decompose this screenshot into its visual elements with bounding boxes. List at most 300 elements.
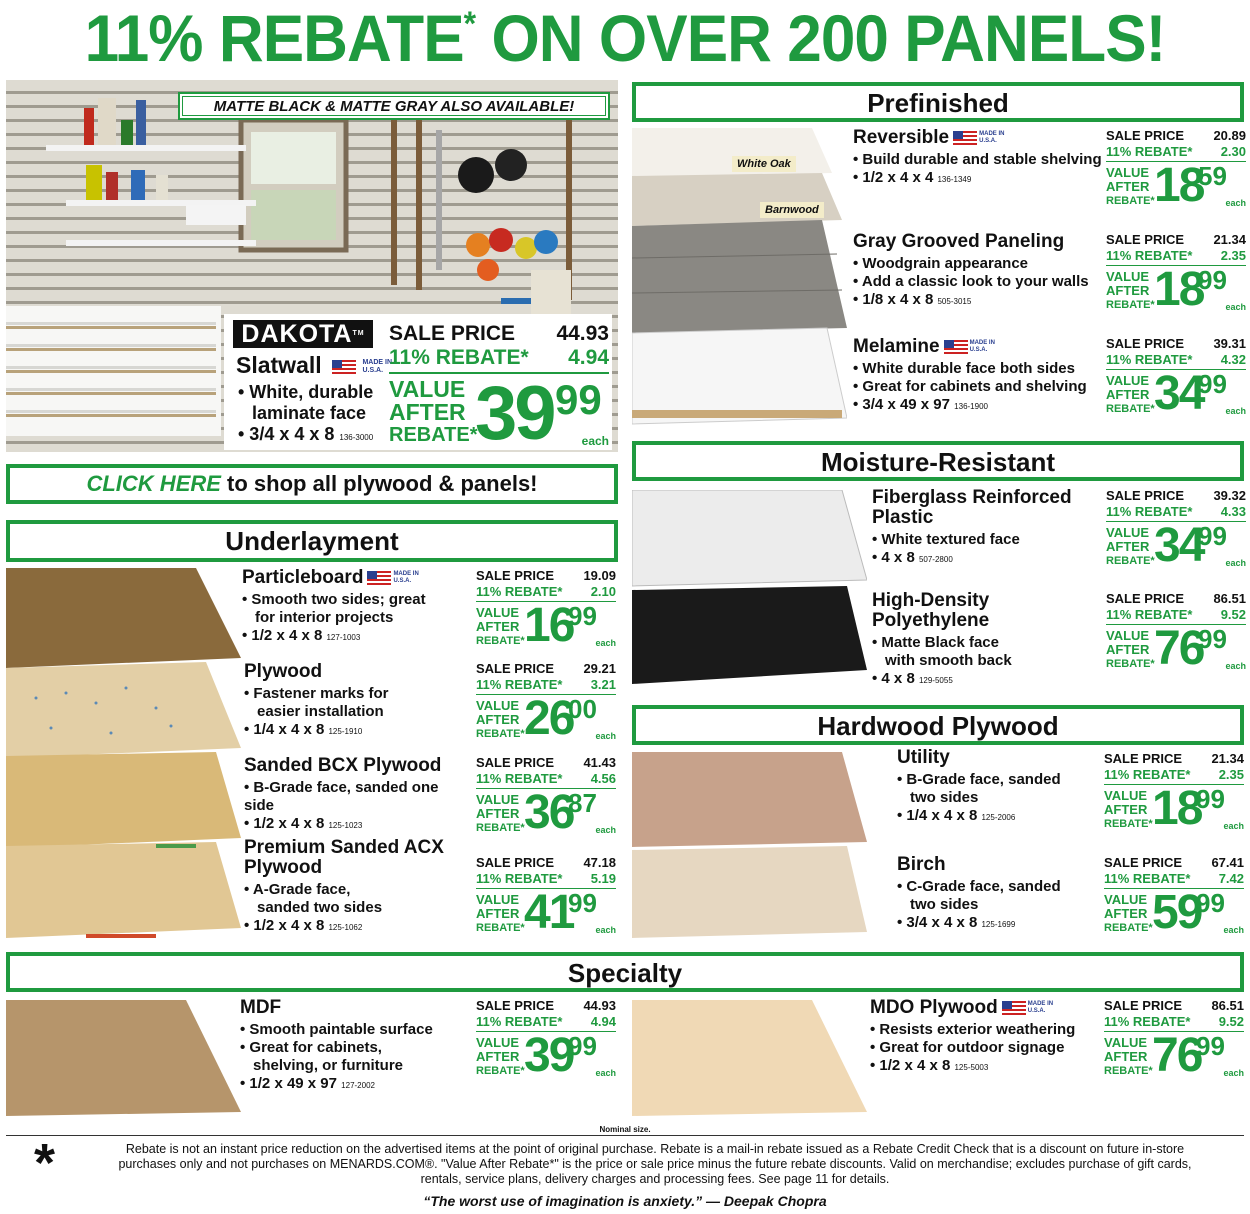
value-after-rebate-label [476,1036,525,1078]
each-label: each [1225,406,1246,416]
rebate-label: 11% REBATE* [1106,504,1193,519]
section-moisture-resistant: Moisture-Resistant [632,441,1244,481]
disclaimer-line-2: purchases only and not purchases on MENARDS.COM®. "Value After Rebate*" is the price or sale price minus the future rebate discounts. Valid on merchandise; excludes purchase of gift cards, [118,1157,1192,1171]
value-after-rebate-label [1106,629,1155,671]
rebate-star-label: REBATE* [1106,299,1155,311]
value-after-rebate-label [476,793,525,835]
sale-price-label: SALE PRICE [476,755,555,770]
sale-price: 44.93 [583,998,616,1013]
bullet-1: • Build durable and stable shelving [853,151,1102,168]
bullet-size [897,807,1100,827]
hero-bullet-3: • 3/4 x 4 x 8 [238,424,335,444]
hero-bullet-1: • White, durable [238,382,374,402]
size-text: • 1/2 x 4 x 8 [242,627,323,644]
rebate-label: 11% REBATE* [476,871,563,886]
product-name [853,232,1102,252]
bullet-2: for interior projects [255,609,394,626]
price-cents: 00 [568,694,597,724]
value-label: VALUE [476,698,520,713]
sale-price: 47.18 [583,855,616,870]
product-name [242,568,472,588]
bullet-1: • Fastener marks for [244,685,389,702]
sale-price-label: SALE PRICE [1104,751,1183,766]
price-dollars: 41 [524,886,574,939]
hero-each: each [581,434,609,448]
product-bullets [244,881,472,937]
price-dollars: 76 [1152,1029,1202,1082]
rebate-disclaimer [70,1142,1240,1187]
sale-price-label: SALE PRICE [476,661,555,676]
each-label: each [1225,558,1246,568]
bullet-size [870,1057,1100,1077]
product-reversible [853,128,1102,189]
price-dollars: 34 [1154,519,1204,572]
value-after-rebate-label [1106,526,1155,568]
bullet-size [242,627,472,647]
hero-sale-label: SALE PRICE [389,322,516,345]
bullet-size [244,917,472,937]
price-block-gray_grooved [1106,232,1246,316]
product-bullets [872,531,1102,569]
rebate-label: 11% REBATE* [1104,1014,1191,1029]
after-label: AFTER [1104,802,1148,817]
bullet-1: • Resists exterior weathering [870,1021,1076,1038]
value-after-rebate-label [1104,893,1153,935]
after-label: AFTER [476,1049,520,1064]
product-bullets [853,255,1102,311]
rebate-amount: 5.19 [590,871,616,886]
product-sanded_bcx [244,756,472,835]
product-plywood [244,662,472,741]
bullet-2: • Great for cabinets and shelving [853,378,1087,395]
quote: “The worst use of imagination is anxiety.” — Deepak Chopra [423,1193,827,1209]
rebate-amount: 4.33 [1220,504,1246,519]
section-prefinished: Prefinished [632,82,1244,122]
price-block-birch [1104,855,1244,939]
value-label: VALUE [1106,165,1150,180]
made-in-usa-label: MADE IN U.S.A. [1027,1000,1054,1014]
footnote-star: * [34,1133,56,1193]
product-premium_acx [244,838,472,937]
usa-flag-icon [1002,1001,1026,1015]
product-bullets [872,634,1102,690]
matte-banner-text: MATTE BLACK & MATTE GRAY ALSO AVAILABLE! [182,96,606,116]
sale-price-label: SALE PRICE [1106,128,1185,143]
size-text: • 1/8 x 4 x 8 [853,291,934,308]
value-label: VALUE [1106,628,1150,643]
price-dollars: 26 [524,692,574,745]
bullet-2: • Great for cabinets, [240,1039,382,1056]
sku-number: 507-2800 [918,555,953,564]
bullet-1: • B-Grade face, sanded [897,771,1061,788]
rebate-star-label: REBATE* [476,922,525,934]
after-label: AFTER [1106,387,1150,402]
rebate-amount: 4.32 [1220,352,1246,367]
rebate-amount: 2.35 [1218,767,1244,782]
rebate-star-label: REBATE* [476,635,525,647]
value-label: VALUE [1104,892,1148,907]
rebate-label: 11% REBATE* [1104,871,1191,886]
price-cents: 99 [568,601,597,631]
rebate-amount: 9.52 [1218,1014,1244,1029]
size-text: • 3/4 x 4 x 8 [897,914,978,931]
price-dollars: 36 [524,786,574,839]
product-utility [897,748,1100,827]
rebate-star-label: REBATE* [1106,195,1155,207]
after-label: AFTER [1104,906,1148,921]
sku-number: 505-3015 [937,297,972,306]
slatwall-sample-image [6,306,221,436]
usa-flag-icon [367,571,391,585]
sale-price-label: SALE PRICE [1104,998,1183,1013]
bullet-size [853,396,1102,416]
after-label: AFTER [1106,179,1150,194]
value-label: VALUE [476,892,520,907]
product-name [872,591,1102,631]
each-label: each [1223,821,1244,831]
price-cents: 87 [568,788,597,818]
size-text: • 1/4 x 4 x 8 [244,721,325,738]
product-frp [872,488,1102,569]
price-dollars: 76 [1154,622,1204,675]
product-name [244,838,472,878]
product-name-text: Utility [897,747,950,768]
price-block-mdo [1104,998,1244,1082]
sku-number: 125-1699 [981,920,1016,929]
sale-price: 86.51 [1213,591,1246,606]
sale-price-label: SALE PRICE [476,855,555,870]
size-text: • 1/4 x 4 x 8 [897,807,978,824]
value-after-rebate-label [1106,374,1155,416]
product-name [244,662,472,682]
value-label: VALUE [1104,1035,1148,1050]
sale-price-label: SALE PRICE [1106,488,1185,503]
each-label: each [595,825,616,835]
value-after-rebate-label [1104,1036,1153,1078]
bullet-size [897,914,1100,934]
price-block-premium_acx [476,855,616,939]
after-label: AFTER [476,619,520,634]
product-name [853,128,1102,148]
product-name-line-1: Premium Sanded ACX [244,837,444,858]
sku-number: 136-1349 [937,175,972,184]
usa-flag-icon [953,131,977,145]
nominal-size-note: Nominal size. [599,1125,651,1134]
sku-number: 125-1023 [328,821,363,830]
section-hardwood-plywood: Hardwood Plywood [632,705,1244,745]
price-dollars: 39 [524,1029,574,1082]
product-mdo [870,998,1100,1077]
barnwood-label: Barnwood [760,202,824,218]
hero-price-block [389,322,609,456]
mdf-board-image [6,1000,241,1118]
rebate-label: 11% REBATE* [1106,352,1193,367]
value-label: VALUE [1104,788,1148,803]
price-dollars: 18 [1154,263,1204,316]
sku-number: 125-2006 [981,813,1016,822]
value-after-rebate-label [476,893,525,935]
mdo-board-image [632,1000,867,1118]
sale-price-label: SALE PRICE [1106,591,1185,606]
price-cents: 99 [1196,888,1225,918]
rebate-label: 11% REBATE* [476,677,563,692]
price-cents: 99 [568,1031,597,1061]
hero-rebate-amount: 4.94 [568,346,609,369]
value-label: VALUE [476,792,520,807]
after-label: AFTER [1106,539,1150,554]
hero-bullets [238,382,373,448]
click-here-link[interactable] [6,464,618,504]
bullet-1: • White durable face both sides [853,360,1075,377]
rebate-amount: 2.35 [1220,248,1246,263]
hero-price-cents: 99 [555,376,602,423]
bullet-1: • Woodgrain appearance [853,255,1029,272]
dakota-tm: TM [352,330,365,337]
price-dollars: 34 [1154,367,1204,420]
rebate-label: 11% REBATE* [476,771,563,786]
usa-flag-icon [944,340,968,354]
each-label: each [1223,925,1244,935]
product-bullets [853,360,1102,416]
bullet-2b: shelving, or furniture [253,1057,404,1074]
price-dollars: 18 [1152,782,1202,835]
product-bullets [242,591,472,647]
click-here-rest: to shop all plywood & panels! [220,471,538,496]
hardwood-board-images [632,752,867,942]
bullet-size [244,815,472,835]
hero-bullet-2: laminate face [252,403,367,423]
rebate-star-label: REBATE* [476,728,525,740]
bullet-1: • B-Grade face, sanded one side [244,779,439,814]
sku-number: 129-5055 [918,676,953,685]
sku-number: 136-1900 [954,402,988,411]
rebate-star-label: REBATE* [1104,1065,1153,1077]
sale-price: 21.34 [1213,232,1246,247]
product-name-text: Birch [897,854,946,875]
sale-price-label: SALE PRICE [476,998,555,1013]
price-block-plywood [476,661,616,745]
sale-price-label: SALE PRICE [1106,232,1185,247]
hero-rebate-label: 11% REBATE* [389,346,529,369]
bullet-2: two sides [910,789,979,806]
hero-price-dollars: 39 [475,371,554,456]
rebate-amount: 4.94 [590,1014,616,1029]
bullet-2: • Add a classic look to your walls [853,273,1089,290]
bullet-1: • A-Grade face, [244,881,351,898]
product-bullets [244,685,472,741]
product-name-text: MDO Plywood [870,997,998,1018]
price-block-frp [1106,488,1246,572]
size-text: • 1/2 x 49 x 97 [240,1075,337,1092]
hero-value-after-rebate: VALUE AFTER REBATE* [389,376,478,446]
size-text: • 4 x 8 [872,670,915,687]
rebate-amount: 2.30 [1220,144,1246,159]
price-cents: 99 [1198,369,1227,399]
sale-price: 21.34 [1211,751,1244,766]
size-text: • 1/2 x 4 x 8 [870,1057,951,1074]
sale-price-label: SALE PRICE [1104,855,1183,870]
each-label: each [595,925,616,935]
product-name-text: Melamine [853,336,940,357]
rebate-star-label: REBATE* [476,822,525,834]
sale-price-label: SALE PRICE [476,568,555,583]
sale-price: 39.32 [1213,488,1246,503]
bullet-2: two sides [910,896,979,913]
product-name-text: Sanded BCX Plywood [244,755,442,776]
product-gray_grooved [853,232,1102,311]
product-name [244,756,472,776]
size-text: • 4 x 8 [872,549,915,566]
product-name-line-1: Fiberglass Reinforced [872,487,1072,508]
sale-price-label: SALE PRICE [1106,336,1185,351]
product-particleboard [242,568,472,647]
product-name-text: MDF [240,997,282,1018]
product-name [897,748,1100,768]
rebate-amount: 4.56 [590,771,616,786]
bullet-1: • Matte Black face [872,634,999,651]
sku-number: 125-1062 [328,923,363,932]
price-cents: 99 [1198,521,1227,551]
rebate-label: 11% REBATE* [1106,144,1193,159]
product-mdf [240,998,472,1095]
moisture-board-images [632,490,867,686]
sale-price: 67.41 [1211,855,1244,870]
price-block-particleboard [476,568,616,652]
sale-price: 29.21 [583,661,616,676]
product-name-text: High-Density Polyethylene [872,590,990,631]
value-label: VALUE [1106,269,1150,284]
sale-price: 86.51 [1211,998,1244,1013]
bullet-2: sanded two sides [257,899,383,916]
price-block-sanded_bcx [476,755,616,839]
dakota-logo [233,320,373,348]
prefinished-board-images [632,128,847,428]
hero-sku: 136-3000 [339,433,374,442]
price-block-reversible [1106,128,1246,212]
rebate-label: 11% REBATE* [1106,607,1193,622]
size-text: • 1/2 x 4 x 8 [244,917,325,934]
product-name-line-2: Plywood [244,857,323,878]
rebate-amount: 3.21 [590,677,616,692]
product-bullets [897,878,1100,934]
sale-price: 19.09 [583,568,616,583]
value-after-rebate-label [476,699,525,741]
product-bullets [244,779,472,835]
price-block-utility [1104,751,1244,835]
product-birch [897,855,1100,934]
underlayment-board-images [6,568,241,946]
each-label: each [595,731,616,741]
each-label: each [1225,302,1246,312]
product-bullets [853,151,1102,189]
bullet-2: • Great for outdoor signage [870,1039,1065,1056]
rebate-label: 11% REBATE* [1106,248,1193,263]
price-dollars: 59 [1152,886,1202,939]
after-label: AFTER [1106,283,1150,298]
footer-divider [6,1135,1244,1136]
product-name [872,488,1102,528]
each-label: each [595,1068,616,1078]
value-label: VALUE [1106,525,1150,540]
made-in-usa-label: MADE IN U.S.A. [969,339,995,353]
rebate-label: 11% REBATE* [476,1014,563,1029]
product-name [897,855,1100,875]
size-text: • 1/2 x 4 x 4 [853,169,934,186]
sale-price: 20.89 [1213,128,1246,143]
price-cents: 99 [1196,784,1225,814]
price-dollars: 18 [1154,159,1204,212]
bullet-1: • Smooth two sides; great [242,591,426,608]
each-label: each [1223,1068,1244,1078]
value-after-rebate-label [1104,789,1153,831]
product-bullets [897,771,1100,827]
rebate-star-label: REBATE* [1106,658,1155,670]
section-underlayment: Underlayment [6,520,618,562]
value-after-rebate-label [476,606,525,648]
rebate-amount: 7.42 [1218,871,1244,886]
product-name [240,998,472,1018]
value-after-rebate-label [1106,166,1155,208]
bullet-size [244,721,472,741]
rebate-amount: 9.52 [1220,607,1246,622]
rebate-amount: 2.10 [590,584,616,599]
product-name [870,998,1100,1018]
sku-number: 127-2002 [341,1081,375,1090]
price-block-melamine [1106,336,1246,420]
click-here-text[interactable]: CLICK HERE [86,471,221,496]
bullet-size [853,291,1102,311]
after-label: AFTER [476,806,520,821]
after-label: AFTER [1104,1049,1148,1064]
rebate-star-label: REBATE* [1106,555,1155,567]
product-name-text: Reversible [853,127,950,148]
rebate-star-label: REBATE* [1104,818,1153,830]
disclaimer-line-1: Rebate is not an instant price reduction on the advertised items at the point of original purchase. Rebate is a mail-in rebate issued as a Rebate Credit Check that is a discount on future in-store [125,1142,1185,1156]
bullet-size [872,549,1102,569]
after-label: AFTER [476,906,520,921]
product-name [853,337,1102,357]
bullet-size [240,1075,472,1095]
after-label: AFTER [1106,642,1150,657]
sku-number: 125-1910 [328,727,363,736]
each-label: each [595,638,616,648]
sale-price: 41.43 [583,755,616,770]
each-label: each [1225,198,1246,208]
price-cents: 99 [568,888,597,918]
white-oak-label: White Oak [732,156,796,172]
hero-product-name: Slatwall MADE IN U.S.A. [236,352,392,378]
bullet-1: • White textured face [872,531,1020,548]
bullet-size [853,169,1102,189]
price-block-hdpe [1106,591,1246,675]
value-label: VALUE [1106,373,1150,388]
product-name-text: Plywood [244,661,323,682]
sku-number: 125-5003 [954,1063,989,1072]
sku-number: 127-1003 [326,633,361,642]
sale-price: 39.31 [1213,336,1246,351]
made-in-usa-label: MADE IN U.S.A. [393,570,419,584]
bullet-2: easier installation [257,703,384,720]
made-in-usa-label: MADE IN U.S.A. [979,130,1005,144]
rebate-label: 11% REBATE* [1104,767,1191,782]
bullet-size [872,670,1102,690]
price-dollars: 16 [524,599,574,652]
product-bullets [240,1021,472,1095]
price-cents: 99 [1198,265,1227,295]
made-in-usa-label: MADE IN U.S.A. [362,358,392,374]
rebate-star-label: REBATE* [476,1065,525,1077]
size-text: • 1/2 x 4 x 8 [244,815,325,832]
